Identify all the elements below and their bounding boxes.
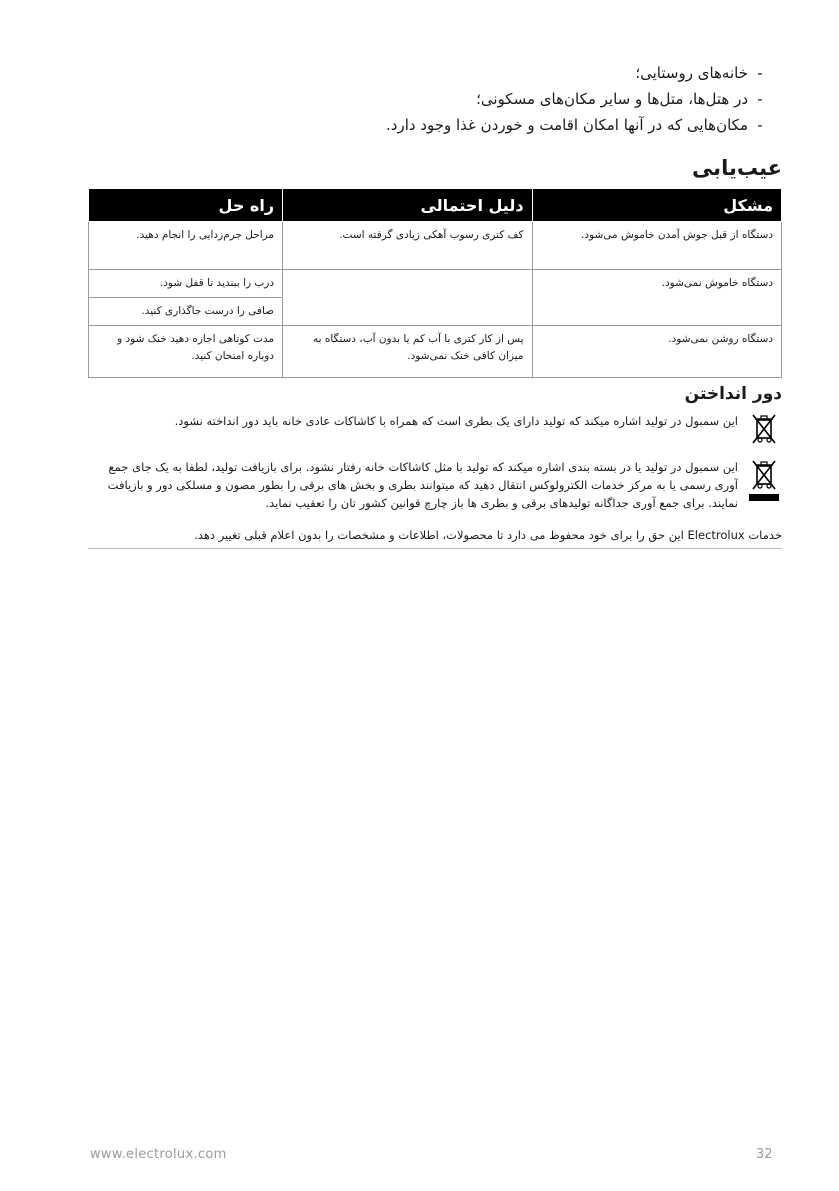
- service-note: خدمات Electrolux این حق را برای خود محفوظ می دارد تا محصولات، اطلاعات و مشخصات را بدون اعلام قبلی تغییر دهد.: [88, 528, 782, 549]
- table-cell: صافی را درست جاگذاری کنید.: [89, 298, 283, 326]
- col-header-cause: دلیل احتمالی: [283, 189, 532, 222]
- table-row: [89, 222, 782, 270]
- table-row: [89, 326, 782, 378]
- disposal-item-battery: [88, 412, 782, 444]
- col-header-problem: مشکل: [532, 189, 781, 222]
- footer-url: www.electrolux.com: [90, 1147, 227, 1162]
- crossed-bin-with-bar-icon: [746, 458, 782, 501]
- table-cell: دستگاه خاموش نمی‌شود.: [532, 270, 781, 326]
- bullet-dash: -: [757, 90, 763, 108]
- page-number: 32: [756, 1147, 773, 1162]
- bullet-dash: -: [757, 64, 763, 82]
- crossed-bin-icon: [746, 412, 782, 444]
- table-cell: کف کتری رسوب آهکی زیادی گرفته است.: [283, 222, 532, 270]
- location-bullet-list: [88, 60, 782, 138]
- disposal-item-product: [88, 458, 782, 512]
- table-cell: درب را ببندید تا قفل شود.: [89, 270, 283, 298]
- table-header-row: [89, 189, 782, 222]
- bullet-dash: -: [757, 116, 763, 134]
- table-cell: مدت کوتاهی اجازه دهید خنک شود و دوباره امتحان کنید.: [89, 326, 283, 378]
- list-item: -خانه‌های روستایی؛: [88, 60, 782, 86]
- table-row: [89, 270, 782, 298]
- troubleshooting-heading: عیب‌یابی: [691, 156, 782, 180]
- table-cell: دستگاه از قبل جوش آمدن خاموش می‌شود.: [532, 222, 781, 270]
- table-cell: [283, 270, 532, 326]
- table-cell: مراحل جرم‌زدایی را انجام دهید.: [89, 222, 283, 270]
- list-item: -مکان‌هایی که در آنها امکان اقامت و خوردن غذا وجود دارد.: [88, 112, 782, 138]
- table-cell: پس از کار کتری با آب کم یا بدون آب، دستگاه به میزان کافی خنک نمی‌شود.: [283, 326, 532, 378]
- disposal-text-2: این سمبول در تولید یا در بسته بندی اشاره میکند که تولید با مثل کاشاکات خانه رفتار نشود. برای بازیافت تولید، لطفا به یک جای جمع آوری رسمی یا به مرکز خدمات الکترولوکس انتقال دهید که میتوانند بطری و بخش های برقی را بطور مصون و مسلکی دور و بازیافت نمایند. برای جمع آوری جداگانه تولیدهای برقی و بطری ها باز چارچ قوانین کشور تان را تعقیب نماید.: [107, 460, 738, 510]
- disposal-text-1: این سمبول در تولید اشاره میکند که تولید دارای یک بطری است که همراه با کاشاکات عادی خانه باید دور انداخته نشود.: [174, 414, 738, 428]
- troubleshooting-table: [88, 188, 782, 378]
- solid-bar-icon: [749, 494, 779, 501]
- disposal-heading: دور انداختن: [684, 384, 782, 404]
- table-cell: دستگاه روشن نمی‌شود.: [532, 326, 781, 378]
- col-header-solution: راه حل: [89, 189, 283, 222]
- list-item: -در هتل‌ها، متل‌ها و سایر مکان‌های مسکونی؛: [88, 86, 782, 112]
- page-content: [88, 60, 782, 549]
